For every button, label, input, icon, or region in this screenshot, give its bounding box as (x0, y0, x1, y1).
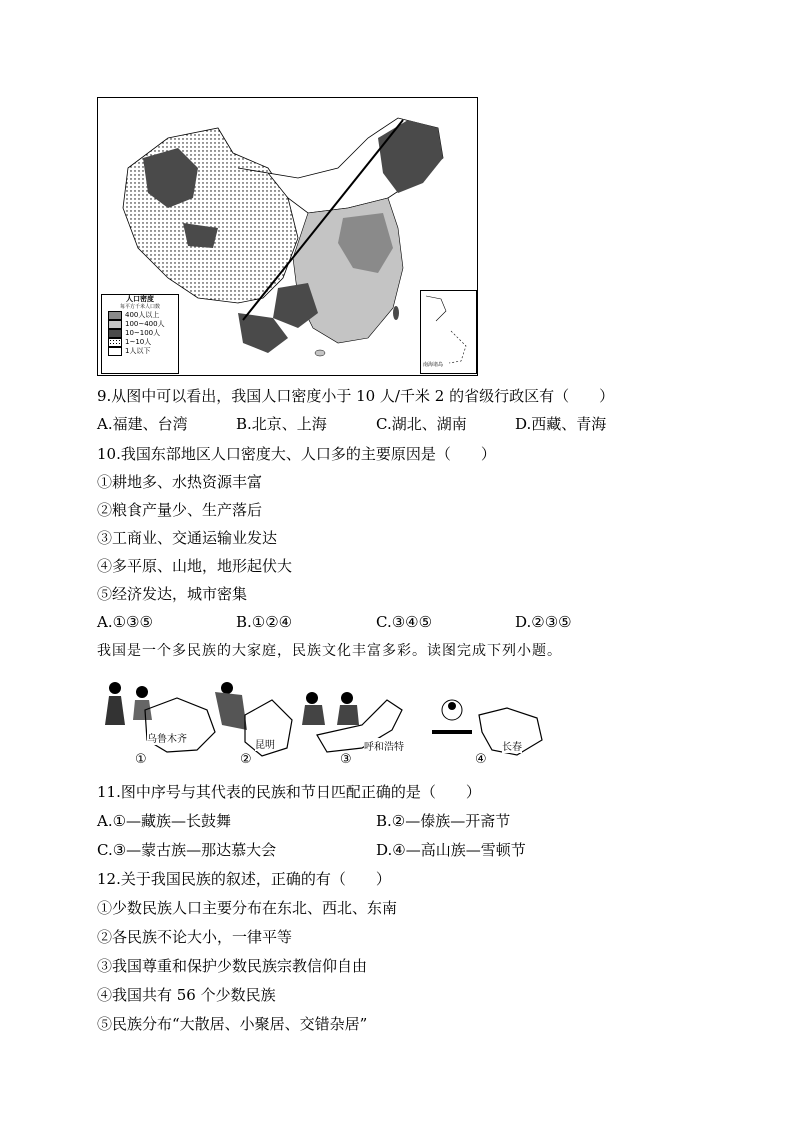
legend-swatch (108, 347, 122, 356)
map-legend (101, 294, 179, 374)
legend-title: 人口密度 (126, 295, 154, 303)
figure-number-1: ① (135, 752, 147, 767)
legend-label: 1~10人 (125, 338, 152, 346)
q9-option-a: A.福建、台湾 (97, 415, 188, 433)
legend-subtitle: 每平方千米人口数 (119, 304, 160, 310)
q10-stem: 10.我国东部地区人口密度大、人口多的主要原因是（ ） (97, 445, 496, 463)
q12-stem: 12.关于我国民族的叙述，正确的有（ ） (97, 870, 391, 888)
legend-label: 1人以下 (125, 347, 151, 355)
map-region-west-sparse (123, 128, 298, 303)
q9-option-d: D.西藏、青海 (515, 415, 607, 433)
dancers-figure-4 (432, 700, 472, 734)
legend-item (108, 338, 178, 347)
dancers-figure-2 (215, 682, 247, 730)
legend-swatch (108, 338, 122, 347)
q9-option-c: C.湖北、湖南 (376, 415, 467, 433)
q10-option-d: D.②③⑤ (515, 613, 572, 631)
city-label-kunming: 昆明 (255, 736, 275, 751)
legend-swatch (108, 311, 122, 320)
q11-option-a: A.①—藏族—长鼓舞 (97, 812, 232, 830)
legend-item (108, 320, 178, 329)
q11-option-d: D.④—高山族—雪顿节 (376, 841, 526, 859)
q9-option-b: B.北京、上海 (236, 415, 327, 433)
ethnic-figure (97, 670, 547, 775)
legend-item (108, 329, 178, 338)
legend-item (108, 347, 178, 356)
figure-number-4: ④ (475, 752, 487, 767)
q12-item-3: ③我国尊重和保护少数民族宗教信仰自由 (97, 957, 368, 975)
q11-stem: 11.图中序号与其代表的民族和节日匹配正确的是（ ） (97, 783, 481, 801)
q12-item-5: ⑤民族分布“大散居、小聚居、交错杂居” (97, 1015, 368, 1033)
figure-number-2: ② (240, 752, 252, 767)
figure-number-3: ③ (340, 752, 352, 767)
q11-option-c: C.③—蒙古族—那达慕大会 (97, 841, 277, 859)
map-taiwan (393, 306, 399, 320)
q10-item-2: ②粮食产量少、生产落后 (97, 501, 263, 519)
legend-label: 10~100人 (125, 329, 161, 337)
legend-item (108, 311, 178, 320)
q11-option-b: B.②—傣族—开斋节 (376, 812, 511, 830)
q10-option-a: A.①③⑤ (97, 613, 153, 631)
dancers-figure-1 (105, 682, 152, 725)
q10-option-c: C.③④⑤ (376, 613, 433, 631)
q10-option-b: B.①②④ (236, 613, 293, 631)
legend-label: 100~400人 (125, 320, 165, 328)
legend-swatch (108, 329, 122, 338)
population-density-map (97, 97, 478, 376)
map-hainan (315, 350, 325, 356)
q12-item-2: ②各民族不论大小，一律平等 (97, 928, 293, 946)
q12-item-4: ④我国共有 56 个少数民族 (97, 986, 276, 1004)
q10-item-5: ⑤经济发达，城市密集 (97, 585, 248, 603)
inset-label: 南海诸岛 (423, 362, 444, 368)
q10-item-4: ④多平原、山地，地形起伏大 (97, 557, 293, 575)
city-label-urumqi: 乌鲁木齐 (147, 730, 187, 745)
dancers-figure-3 (302, 692, 359, 725)
q10-item-3: ③工商业、交通运输业发达 (97, 529, 278, 547)
q12-item-1: ①少数民族人口主要分布在东北、西北、东南 (97, 899, 398, 917)
legend-swatch (108, 320, 122, 329)
city-label-hohhot: 呼和浩特 (364, 738, 404, 753)
city-label-changchun: 长春 (502, 738, 522, 753)
q9-stem: 9.从图中可以看出，我国人口密度小于 10 人/千米 2 的省级行政区有（ ） (97, 387, 615, 405)
intro-text: 我国是一个多民族的大家庭，民族文化丰富多彩。读图完成下列小题。 (97, 643, 562, 659)
q10-item-1: ①耕地多、水热资源丰富 (97, 473, 263, 491)
legend-label: 400人以上 (125, 311, 160, 319)
